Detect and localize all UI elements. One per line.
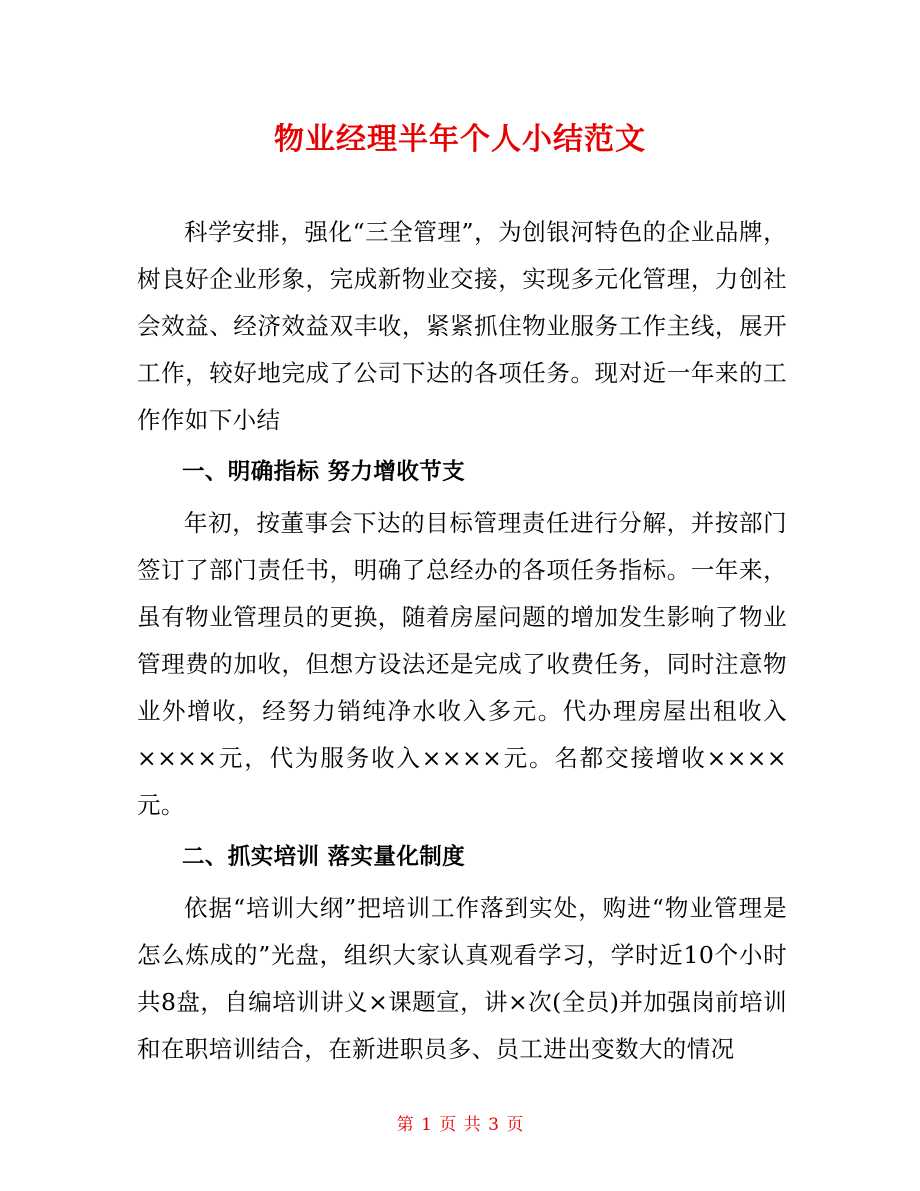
- page-number-footer: 第 1 页 共 3 页: [396, 1115, 524, 1135]
- paragraph-intro: 科学安排，强化“三全管理”，为创银河特色的企业品牌，树良好企业形象，完成新物业交接，实现多元化管理，力创社会效益、经济效益双丰收，紧紧抓住物业服务工作主线，展开工作，较好地完成了公司下达的各项任务。现对近一年来的工作作如下小结: [137, 218, 787, 434]
- section-heading-1: 一、明确指标 努力增收节支: [182, 459, 466, 485]
- paragraph-section-2: 依据“培训大纲”把培训工作落到实处，购进“物业管理是怎么炼成的”光盘，组织大家认真观看学习，学时近10个小时共8盘，自编培训讲义×课题宣，讲×次(全员)并加强岗前培训和在职培训结合，在新进职员多、员工进出变数大的情况: [137, 894, 787, 1063]
- section-heading-2: 二、抓实培训 落实量化制度: [182, 844, 466, 870]
- document-body: [137, 209, 787, 1073]
- document-title: 物业经理半年个人小结范文: [274, 122, 646, 157]
- paragraph-section-1: 年初，按董事会下达的目标管理责任进行分解，并按部门签订了部门责任书，明确了总经办的各项任务指标。一年来，虽有物业管理员的更换，随着房屋问题的增加发生影响了物业管理费的加收，但想方设法还是完成了收费任务，同时注意物业外增收，经努力销纯净水收入多元。代办理房屋出租收入××××元，代为服务收入××××元。名都交接增收××××元。: [137, 509, 787, 819]
